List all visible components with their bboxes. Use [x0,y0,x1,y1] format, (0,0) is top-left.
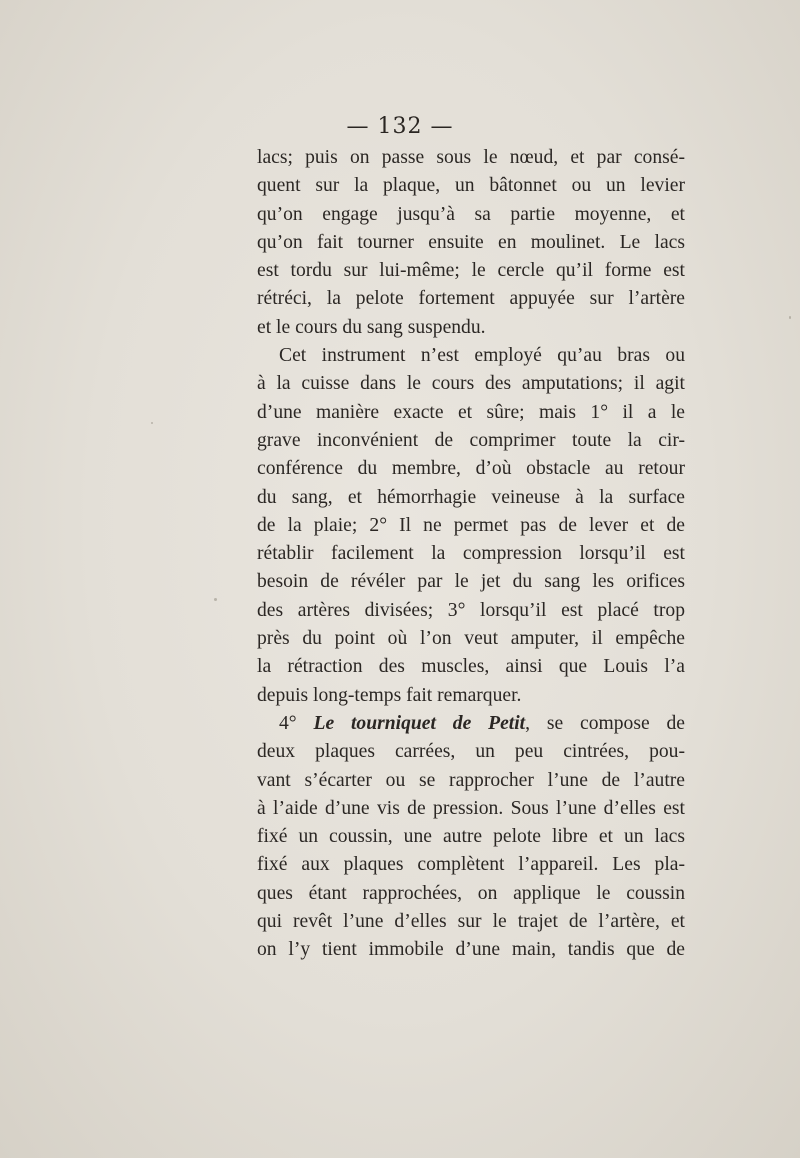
text-line: rétréci, la pelote fortement appuyée sur l’artère [257,288,685,310]
text-line: fixé un coussin, une autre pelote libre et un lacs [257,826,685,848]
item-number: 4° [279,712,297,734]
text-line: vant s’écarter ou se rapprocher l’une de l’autre [257,769,685,791]
text-line: près du point où l’on veut amputer, il empêche [257,628,685,650]
text-line: fixé aux plaques complètent l’appareil. Les pla- [257,854,685,876]
text-line: du sang, et hémorrhagie veineuse à la surface [257,486,685,508]
text-line: est tordu sur lui-même; le cercle qu’il forme est [257,260,685,282]
text-line: grave inconvénient de comprimer toute la cir- [257,429,685,451]
paragraph-4-heading-line [257,710,685,738]
text-line: deux plaques carrées, un peu cintrées, pou- [257,741,685,763]
paper-speck [789,316,791,319]
text-line: qui revêt l’une d’elles sur le trajet de l’artère, et [257,911,685,933]
text-line: qu’on engage jusqu’à sa partie moyenne, et [257,203,685,225]
text-line: d’une manière exacte et sûre; mais 1° il a le [257,401,685,423]
paper-speck [151,422,153,424]
text-line: rétablir facilement la compression lorsqu’il est [257,543,685,565]
text-line: besoin de révéler par le jet du sang les orifices [257,571,685,593]
text-line: on l’y tient immobile d’une main, tandis que de [257,939,685,961]
body-text [257,144,685,965]
text-line: la rétraction des muscles, ainsi que Louis l’a [257,656,685,678]
text-line: et le cours du sang suspendu. [257,316,486,338]
heading-line-rest: , se compose de [525,712,685,734]
text-line: de la plaie; 2° Il ne permet pas de lever et de [257,514,685,536]
instrument-name: Le tourniquet de Petit [313,712,526,734]
paper-speck [214,598,217,601]
text-line: depuis long-temps fait remarquer. [257,684,522,706]
text-line: lacs; puis on passe sous le nœud, et par consé- [257,147,685,168]
page-number: — 132 — [346,114,454,139]
text-line: à l’aide d’une vis de pression. Sous l’une d’elles est [257,797,685,819]
text-line: Cet instrument n’est employé qu’au bras ou [279,345,685,367]
text-line: ques étant rapprochées, on applique le coussin [257,882,685,904]
text-line: qu’on fait tourner ensuite en moulinet. Le lacs [257,231,685,253]
text-line: quent sur la plaque, un bâtonnet ou un levier [257,175,685,197]
text-line: des artères divisées; 3° lorsqu’il est placé trop [257,599,685,621]
text-line: conférence du membre, d’où obstacle au retour [257,458,685,480]
text-line: à la cuisse dans le cours des amputations; il agit [257,373,685,395]
